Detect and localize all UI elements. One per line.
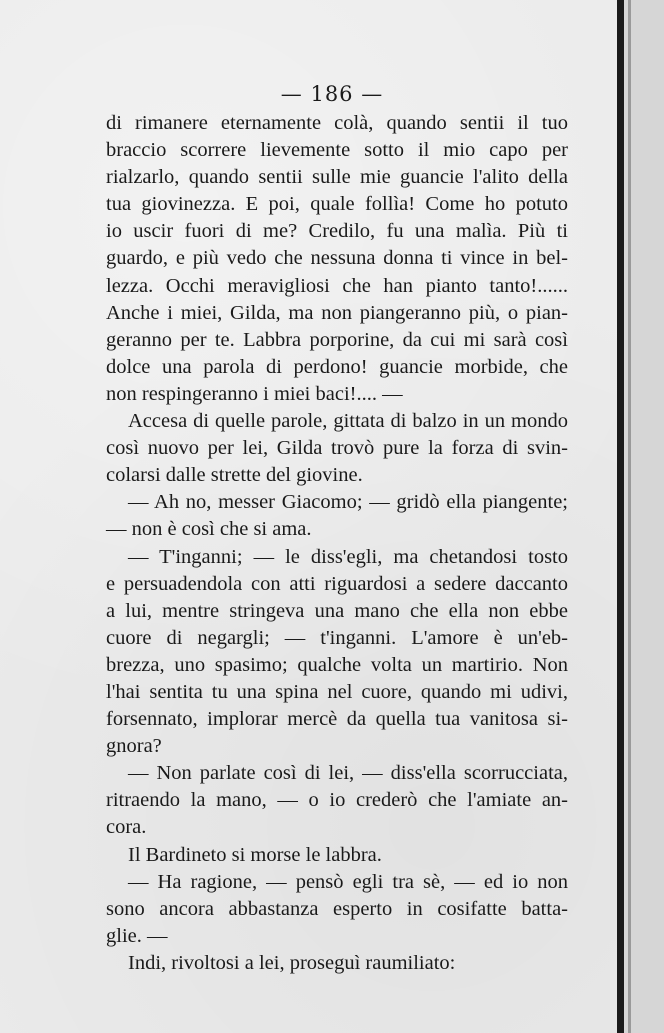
text-line: lezza. Occhi meravigliosi che han pianto tanto!...... [106,274,568,297]
text-line: rialzarlo, quando sentii sulle mie guancie l'alito della [106,166,568,189]
page-edge-shadow [617,0,624,1033]
text-line: — non è così che si ama. [106,518,312,541]
text-line: Indi, rivoltosi a lei, proseguì raumiliato: [128,951,456,974]
page-number: — 186 — [280,82,384,106]
text-line: dolce una parola di perdono! guancie morbide, che [106,355,568,378]
text-line: sono ancora abbastanza esperto in cosifatte batta- [106,897,568,920]
text-line: — Non parlate così di lei, — diss'ella scorrucciata, [128,762,568,785]
binding-highlight [628,0,631,1033]
text-line: di rimanere eternamente colà, quando sentii il tuo [106,112,568,134]
text-line: l'hai sentita tu una spina nel cuore, quando mi udivi, [106,680,568,703]
text-line: a lui, mentre stringeva una mano che ella non ebbe [106,599,568,622]
text-line: cora. [106,816,147,839]
text-line: cuore di negargli; — t'inganni. L'amore è un'eb- [106,626,568,649]
text-line: non respingeranno i miei baci!.... — [106,382,403,405]
text-line: forsennato, implorar mercè da quella tua vanitosa si- [106,708,568,731]
body-text [106,110,568,977]
text-line: io uscir fuori di me? Credilo, fu una malìa. Più ti [106,220,568,243]
text-line: e persuadendola con atti riguardosi a sedere daccanto [106,572,568,595]
text-line: guardo, e più vedo che nessuna donna ti vince in bel- [106,247,568,270]
text-line: — Ah no, messer Giacomo; — gridò ella piangente; [128,491,568,514]
text-line: così nuovo per lei, Gilda trovò pure la forza di svin- [106,437,568,460]
text-line: tua giovinezza. E poi, quale follìa! Come ho potuto [106,193,568,216]
text-line: — Ha ragione, — pensò egli tra sè, — ed io non [128,870,568,893]
text-line: — T'inganni; — le diss'egli, ma chetandosi tosto [128,545,568,568]
text-line: Anche i miei, Gilda, ma non piangeranno più, o pian- [106,301,568,324]
text-line: geranno per te. Labbra porporine, da cui mi sarà così [106,328,568,351]
text-line: colarsi dalle strette del giovine. [106,464,363,487]
text-line: brezza, uno spasimo; qualche volta un martirio. Non [106,653,568,676]
text-line: glie. — [106,924,168,947]
text-line: ritraendo la mano, — o io crederò che l'amiate an- [106,789,568,812]
text-line: Il Bardineto si morse le labbra. [128,843,382,866]
book-spine [617,0,664,1033]
text-line: Accesa di quelle parole, gittata di balzo in un mondo [128,410,568,433]
text-line: braccio scorrere lievemente sotto il mio capo per [106,139,568,162]
text-line: gnora? [106,735,162,758]
